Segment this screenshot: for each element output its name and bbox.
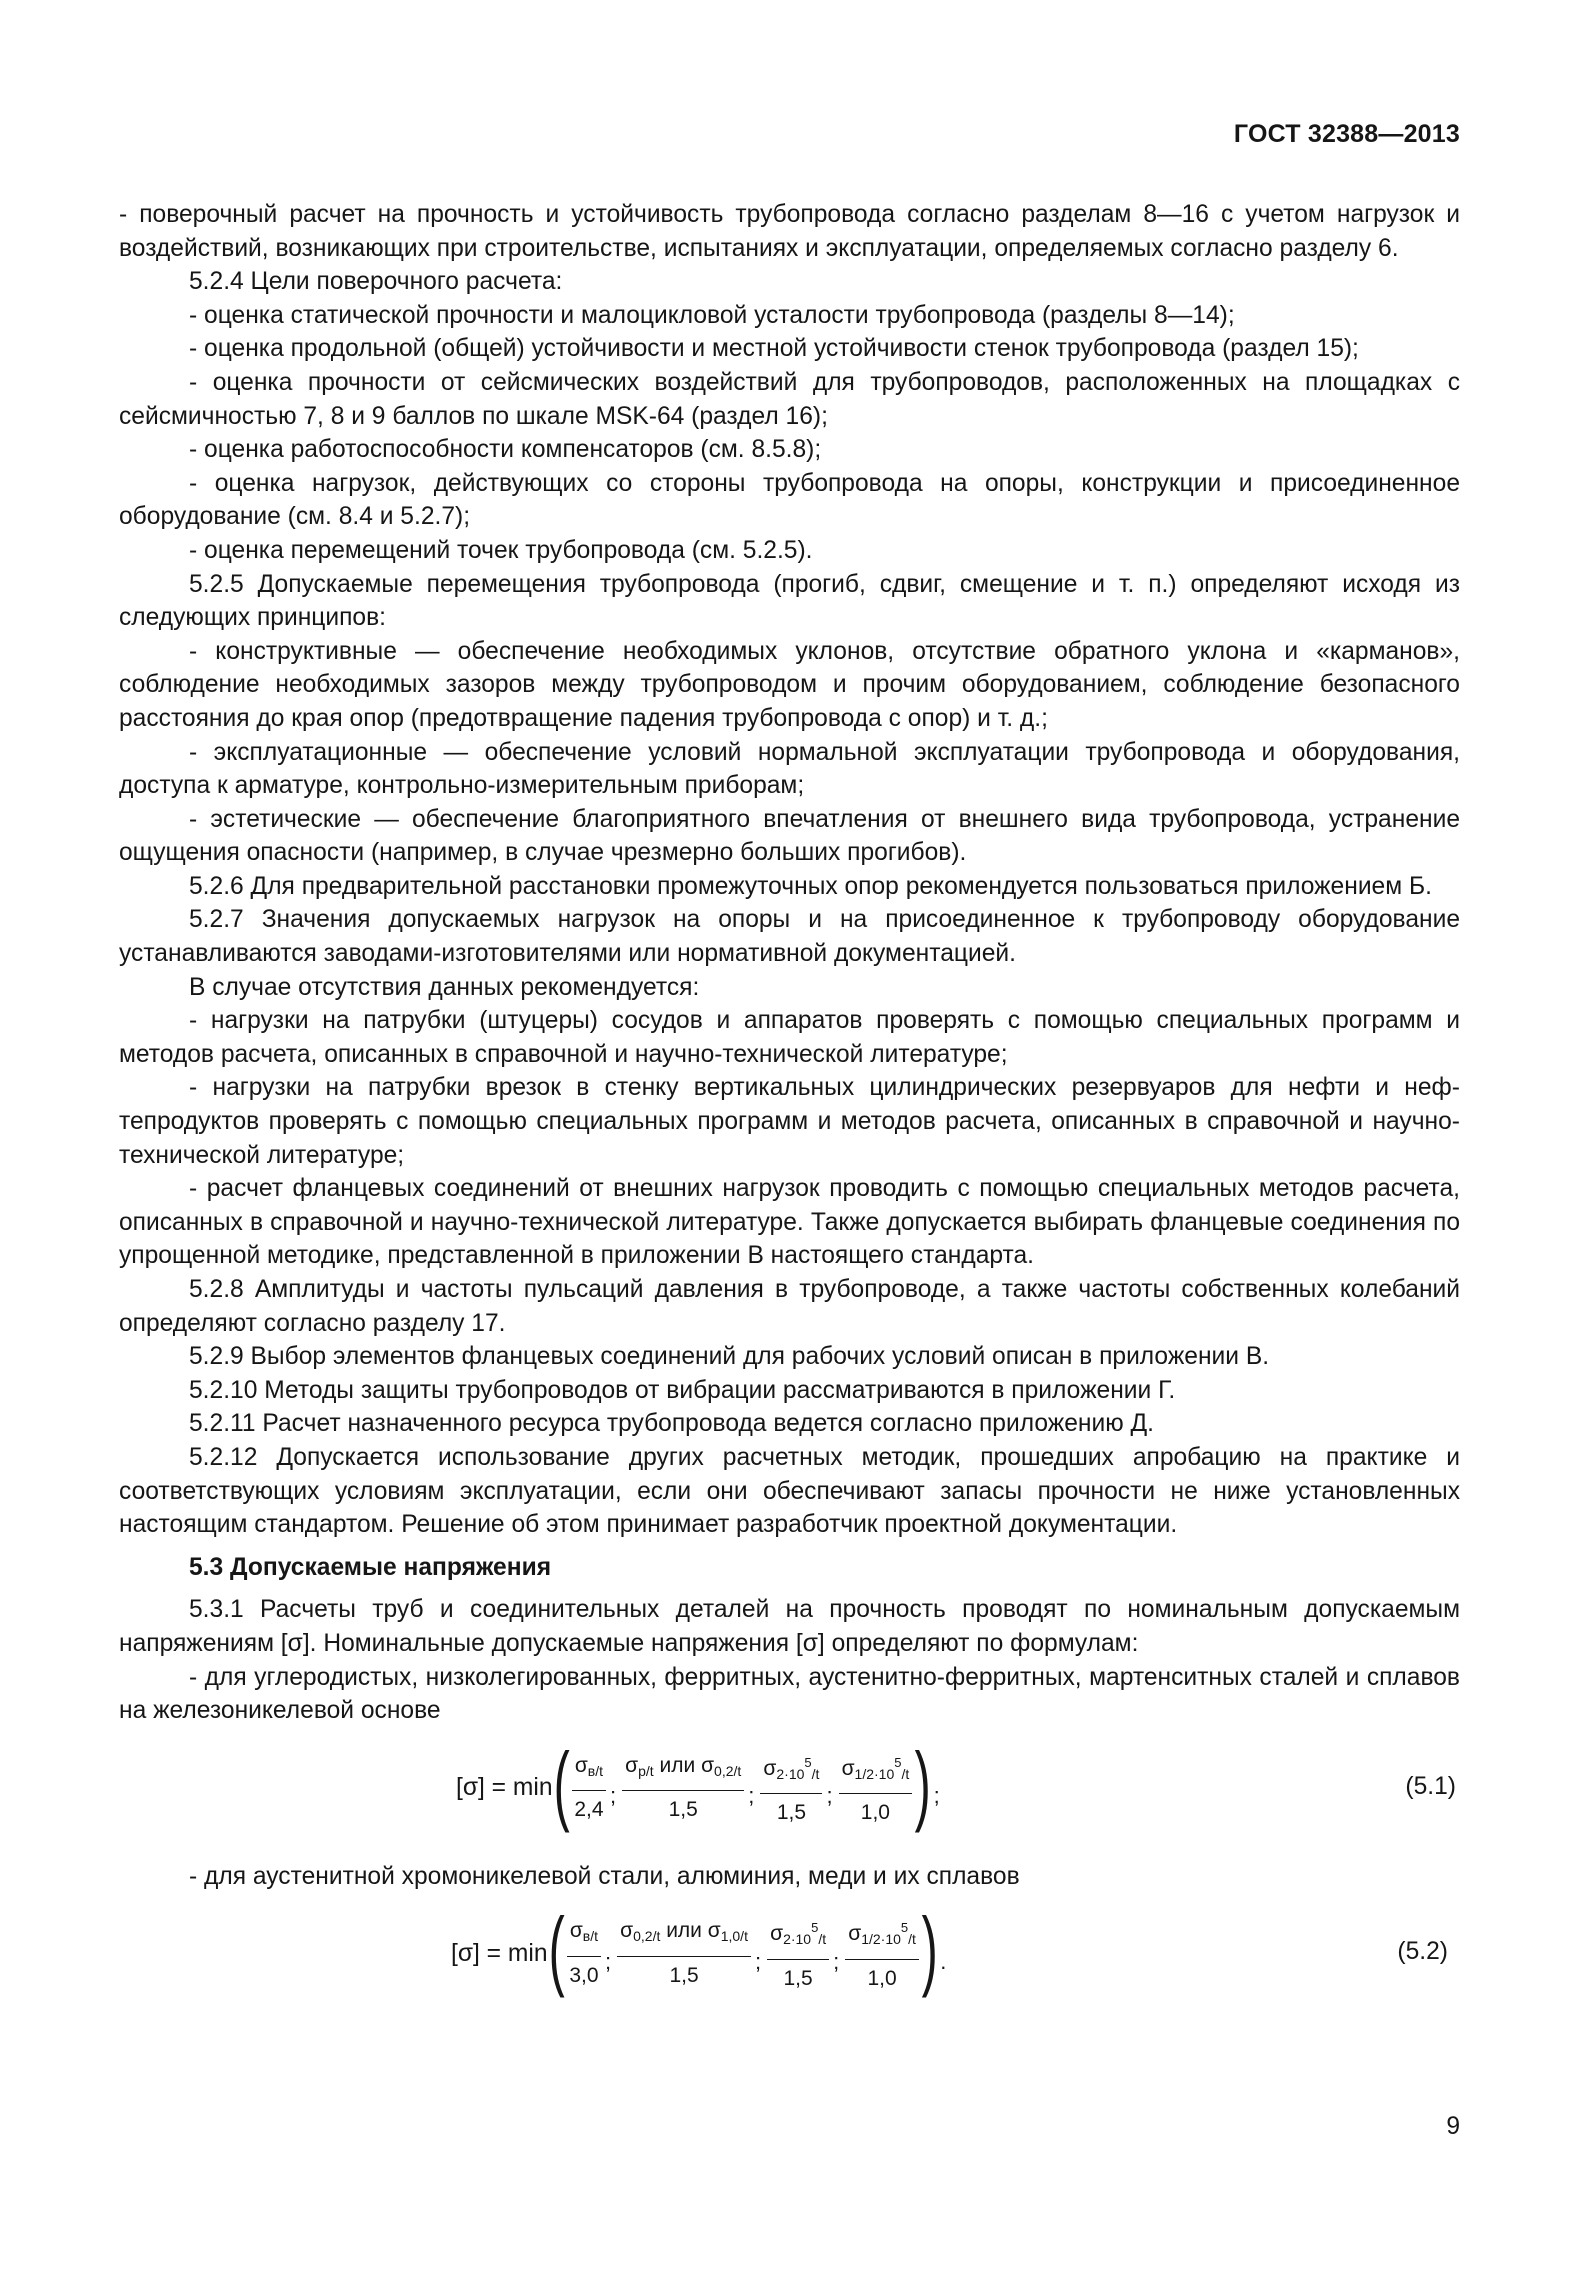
left-paren: ( <box>548 1899 565 1999</box>
denominator: 1,5 <box>669 1963 699 1987</box>
numerator: $\sigma_{2\cdot 10}^5_{/t}$ <box>767 1911 829 1960</box>
paragraph: 5.2.10 Методы защиты трубопроводов от вибрации рассматриваются в приложении Г. <box>189 1376 1176 1404</box>
fraction <box>572 1749 606 1827</box>
paragraph: - расчет фланцевых соединений от внешних нагрузок проводить с помощью специальных методов расчета, описанных в справочной и научно-технической литературе. Также допускается выбирать фланцевые соединения по упрощенной методике, представленной в приложении В настоящего стандарта. <box>119 1175 1460 1270</box>
right-paren: ) <box>914 1733 931 1833</box>
paragraph: - оценка нагрузок, действующих со стороны трубопровода на опоры, конструкции и присоединенное оборудование (см. 8.4 и 5.2.7); <box>119 469 1460 531</box>
standard-designation: ГОСТ 32388—2013 <box>1233 120 1460 148</box>
paragraph: - оценка работоспособности компенсаторов (см. 8.5.8); <box>189 436 822 464</box>
fraction <box>617 1914 751 1992</box>
paragraph: 5.2.9 Выбор элементов фланцевых соединений для рабочих условий описан в приложении В. <box>189 1343 1270 1371</box>
paragraph: - оценка продольной (общей) устойчивости и местной устойчивости стенок трубопровода (раздел 15); <box>189 335 1359 363</box>
denominator: 1,0 <box>867 1966 897 1990</box>
denominator: 2,4 <box>574 1798 604 1822</box>
paragraph: - конструктивные — обеспечение необходимых уклонов, отсутствие обратного уклона и «карманов», соблюдение необходимых зазоров между трубопроводом и прочим оборудованием, соблюдение безопасного расстояния до края опор (предотвращение падения трубопровода с опор) и т. д.; <box>119 637 1460 732</box>
fraction <box>567 1914 601 1992</box>
equation-number: (5.1) <box>1405 1772 1456 1800</box>
formula-expression: [σ] = min ( $\frac{\sigma_{в/t}}{2,4}$ ; $\frac{\sigma_{p/t} или \sigma_{0,2/t}}{1,5}$ ; $\frac{\sigma_{2\cdot 10}^5_{/t}}{1,5}$ ; $\frac{\sigma_{1/2\cdot 10}^5_{/t}}{1,0}$ ) ; <box>456 1733 940 1833</box>
document-body <box>119 198 1460 2013</box>
paragraph: 5.2.6 Для предварительной расстановки промежуточных опор рекомендуется пользоваться приложением Б. <box>189 872 1432 900</box>
paragraph: - эксплуатационные — обеспечение условий нормальной эксплуатации трубопровода и оборудования, доступа к арматуре, контрольно-измерительным приборам; <box>119 738 1460 800</box>
paragraph: - эстетические — обеспечение благоприятного впечатления от внешнего вида трубопровода, устранение ощущения опасности (например, в случае чрезмерно больших прогибов). <box>119 805 1460 867</box>
fraction <box>845 1911 919 1995</box>
paragraph: 5.2.12 Допускается использование других расчетных методик, прошедших апробацию на практике и соответствующих условиям эксплуатации, если они обеспечивают запасы прочности не ниже установленных настоящим стандартом. Решение об этом принимает разработчик проектной документации. <box>119 1443 1460 1539</box>
fraction <box>760 1746 822 1830</box>
paragraph: - оценка перемещений точек трубопровода (см. 5.2.5). <box>189 536 813 564</box>
paragraph: - для аустенитной хромоникелевой стали, алюминия, меди и их сплавов <box>189 1862 1020 1890</box>
paragraph: - нагрузки на патрубки (штуцеры) сосудов и аппаратов проверять с помощью специальных программ и методов расчета, описанных в справочной и научно-технической литературе; <box>119 1007 1460 1068</box>
paragraph: - оценка прочности от сейсмических воздействий для трубопроводов, расположенных на площадках с сейсмичностью 7, 8 и 9 баллов по шкале MSK-64 (раздел 16); <box>119 368 1460 430</box>
numerator: $\sigma_{p/t}$ или $\sigma_{0,2/t}$ <box>622 1749 744 1792</box>
denominator: 1,5 <box>783 1966 813 1990</box>
paragraph: - поверочный расчет на прочность и устойчивость трубопровода согласно разделам 8—16 с учетом нагрузок и воздействий, возникающих при строительстве, испытаниях и эксплуатации, определяемых согласно разделу 6. <box>119 201 1460 262</box>
numerator: $\sigma_{2\cdot 10}^5_{/t}$ <box>760 1746 822 1795</box>
numerator: $\sigma_{1/2\cdot 10}^5_{/t}$ <box>839 1746 913 1795</box>
denominator: 1,0 <box>860 1801 890 1825</box>
page-number: 9 <box>1446 2113 1460 2140</box>
paragraph: 5.3.1 Расчеты труб и соединительных деталей на прочность проводят по номинальным допускаемым напряжениям [σ]. Номинальные допускаемые напряжения [σ] определяют по формулам: <box>119 1596 1460 1657</box>
numerator: $\sigma_{в/t}$ <box>567 1914 601 1957</box>
left-paren: ( <box>553 1733 570 1833</box>
formula-expression: [σ] = min ( $\frac{\sigma_{в/t}}{3,0}$ ; $\frac{\sigma_{0,2/t} или \sigma_{1,0/t}}{1,5}$ ; $\frac{\sigma_{2\cdot 10}^5_{/t}}{1,5}$ ; $\frac{\sigma_{1/2\cdot 10}^5_{/t}}{1,0}$ ) . <box>451 1899 947 1999</box>
paragraph: - нагрузки на патрубки врезок в стенку вертикальных цилиндрических резервуаров для нефти и нефтепродуктов проверять с помощью специальных программ и методов расчета, описанных в справочной и научно-технической литературе; <box>119 1074 1460 1169</box>
fraction <box>767 1911 829 1995</box>
equation-number: (5.2) <box>1397 1938 1448 1966</box>
numerator: $\sigma_{1/2\cdot 10}^5_{/t}$ <box>845 1911 919 1960</box>
paragraph: - для углеродистых, низколегированных, ферритных, аустенитно-ферритных, мартенситных сталей и сплавов на железоникелевой основе <box>119 1663 1460 1725</box>
paragraph: В случае отсутствия данных рекомендуется: <box>189 973 700 1001</box>
formula-5-1 <box>119 1728 1460 1848</box>
denominator: 1,5 <box>776 1801 807 1825</box>
paragraph: 5.2.8 Амплитуды и частоты пульсаций давления в трубопроводе, а также частоты собственных колебаний определяют согласно разделу 17. <box>119 1276 1460 1337</box>
denominator: 3,0 <box>569 1963 599 1987</box>
right-paren: ) <box>921 1899 938 1999</box>
numerator: $\sigma_{в/t}$ <box>572 1749 606 1792</box>
paragraph: 5.2.7 Значения допускаемых нагрузок на опоры и на присоединенное к трубопроводу оборудование устанавливаются заводами-изготовителями или нормативной документацией. <box>119 906 1460 968</box>
formula-lhs: [σ] = min <box>451 1939 548 1967</box>
numerator: $\sigma_{0,2/t}$ или $\sigma_{1,0/t}$ <box>617 1914 751 1957</box>
fraction <box>622 1749 744 1827</box>
paragraph: 5.2.4 Цели поверочного расчета: <box>189 268 563 296</box>
paragraph: 5.2.11 Расчет назначенного ресурса трубопровода ведется согласно приложению Д. <box>189 1410 1154 1438</box>
formula-lhs: [σ] = min <box>456 1773 553 1801</box>
fraction <box>839 1746 913 1830</box>
paragraph: - оценка статической прочности и малоцикловой усталости трубопровода (разделы 8—14); <box>189 301 1235 329</box>
paragraph: 5.2.5 Допускаемые перемещения трубопровода (прогиб, сдвиг, смещение и т. п.) определяют исходя из следующих принципов: <box>119 570 1460 632</box>
denominator: 1,5 <box>668 1798 698 1822</box>
section-heading: 5.3 Допускаемые напряжения <box>189 1553 552 1581</box>
formula-5-2 <box>119 1893 1460 2013</box>
